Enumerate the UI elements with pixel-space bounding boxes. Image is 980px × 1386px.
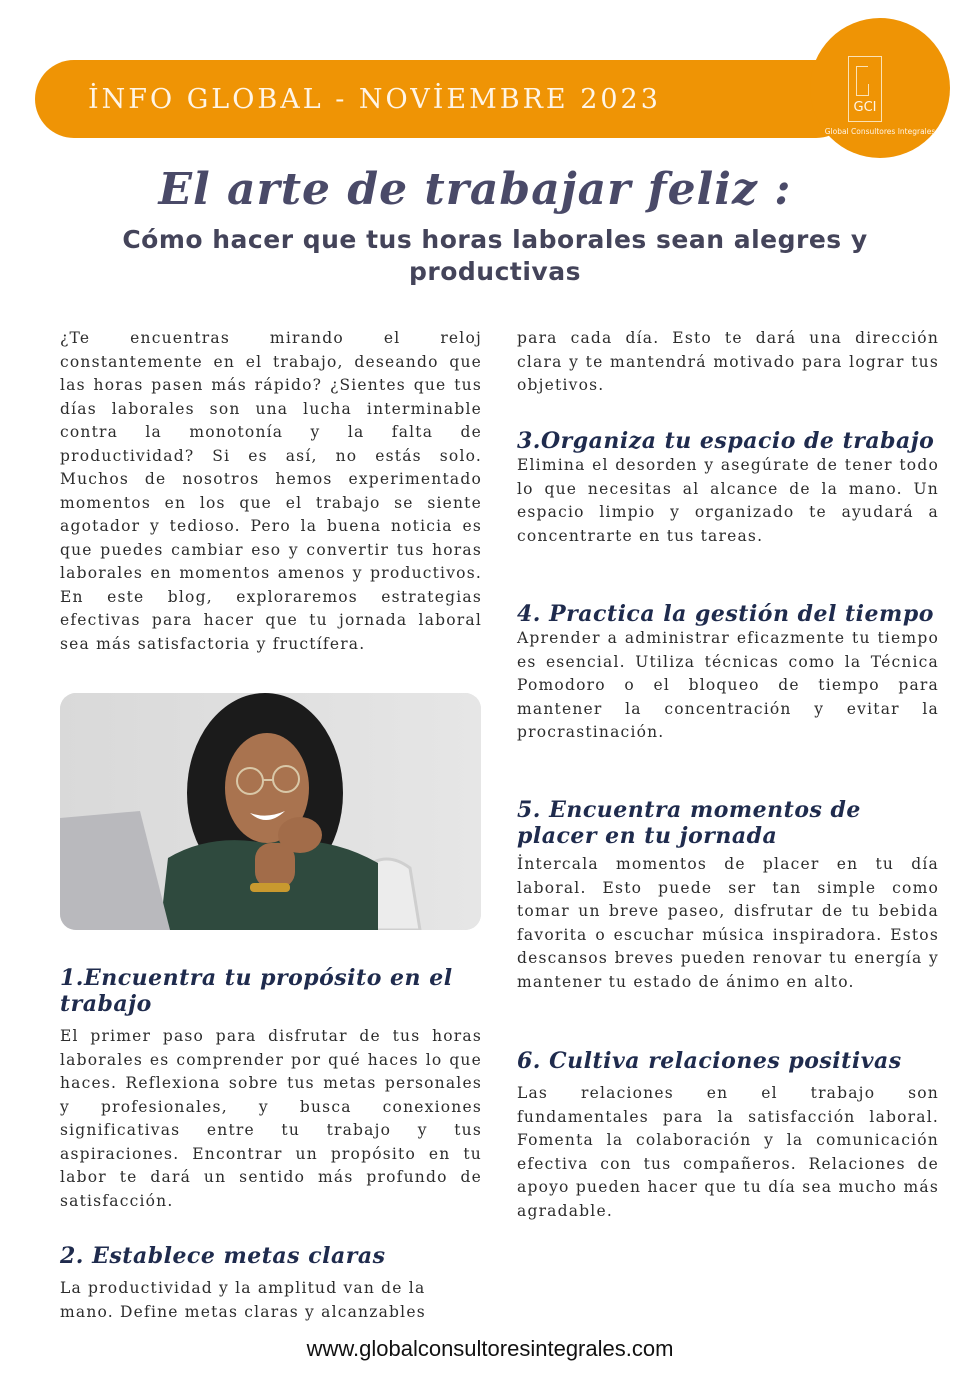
section-2-continued <box>517 327 939 398</box>
section-body: Las relaciones en el trabajo son fundamentales para la satisfacción laboral. Fomenta la colaboración y la comunicación efectiva con tus compañeros. Relaciones de apoyo pueden hacer que tu día sea mucho más agradable. <box>517 1084 939 1220</box>
section-heading: 2. Establece metas claras <box>60 1243 386 1269</box>
article-photo <box>60 693 481 930</box>
woman-smiling-image <box>60 693 481 930</box>
section-heading: 4. Practica la gestión del tiempo <box>517 601 934 627</box>
section-3 <box>517 428 939 548</box>
section-heading: 6. Cultiva relaciones positivas <box>517 1048 902 1074</box>
website-link[interactable]: www.globalconsultoresintegrales.com <box>306 1336 674 1361</box>
section-body: Aprender a administrar eficazmente tu tiempo es esencial. Utiliza técnicas como la Técnica Pomodoro o el bloqueo de tiempo para mantener la concentración y evitar la procrastinación. <box>517 629 939 741</box>
section-body: El primer paso para disfrutar de tus horas laborales es comprender por qué haces lo que haces. Reflexiona sobre tus metas personales y profesionales, y busca conexiones significativas entre tu trabajo y tus aspiraciones. Encontrar un propósito en tu labor te dará un sentido más profundo de satisfacción. <box>60 1027 482 1210</box>
logo-tagline: Global Consultores Integrales <box>824 127 936 136</box>
section-body-continued: para cada día. Esto te dará una dirección clara y te mantendrá motivado para lograr tus objetivos. <box>517 329 939 394</box>
newsletter-title: İNFO GLOBAL - NOVİEMBRE 2023 <box>88 84 661 115</box>
left-column <box>60 327 482 656</box>
logo-bracket-icon <box>856 66 868 96</box>
section-body: İntercala momentos de placer en tu día laboral. Esto puede ser tan simple como tomar un breve paseo, disfrutar de tu bebida favorita o escuchar música inspiradora. Estos descansos breves pueden renovar tu energía y mantener tu estado de ánimo en alto. <box>517 855 939 991</box>
section-5 <box>517 797 939 994</box>
logo-bracket-tail <box>868 84 869 96</box>
intro-paragraph: ¿Te encuentras mirando el reloj constantemente en el trabajo, deseando que las horas pasen más rápido? ¿Sientes que tus días laborales son una lucha interminable contra la monotonía y la falta de productividad? Si es así, no estás solo. Muchos de nosotros hemos experimentado momentos en los que el trabajo se siente agotador y tedioso. Pero la buena noticia es que puedes cambiar eso y convertir tus horas laborales en momentos amenos y productivos. En este blog, exploraremos estrategias efectivas para hacer que tu jornada laboral sea más satisfactoria y fructífera. <box>60 329 482 653</box>
article-subtitle: Cómo hacer que tus horas laborales sean alegres y productivas <box>122 225 868 286</box>
section-2 <box>60 1243 482 1324</box>
section-6 <box>517 1048 939 1223</box>
section-heading: 5. Encuentra momentos de placer en tu jornada <box>517 797 861 849</box>
section-heading: 3.Organiza tu espacio de trabajo <box>517 428 935 454</box>
article-title: El arte de trabajar feliz : <box>158 164 792 215</box>
section-body: Elimina el desorden y asegúrate de tener todo lo que necesitas al alcance de la mano. Un espacio limpio y organizado te ayudará a concentrarte en tus tareas. <box>517 456 939 545</box>
logo-text: GCI <box>853 100 877 115</box>
section-body: La productividad y la amplitud van de la mano. Define metas claras y alcanzables <box>60 1279 426 1321</box>
section-heading: 1.Encuentra tu propósito en el trabajo <box>60 965 453 1017</box>
section-4 <box>517 601 939 745</box>
section-1 <box>60 965 482 1213</box>
